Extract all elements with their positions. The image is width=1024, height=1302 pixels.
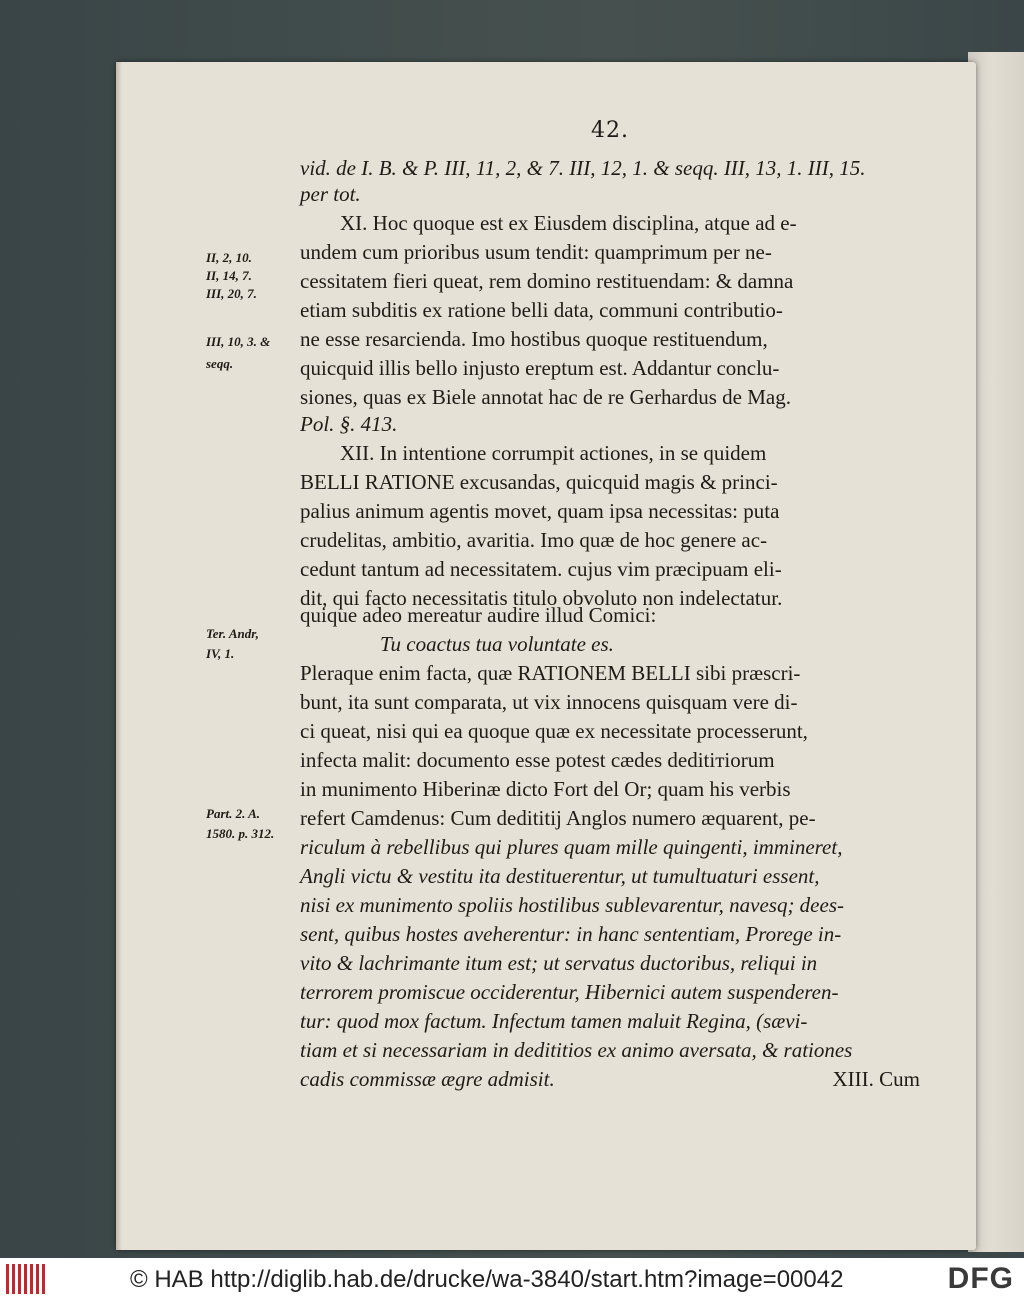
page-number-header: 42.	[591, 118, 629, 143]
text-line: cadis commissæ ægre admisit.	[300, 1067, 555, 1091]
margin-note: Ter. Andr,	[206, 626, 259, 641]
text-line: quique adeo mereatur audire illud Comici:	[300, 603, 657, 627]
dfg-logo: DFG	[947, 1262, 1014, 1295]
text-line: quicquid illis bello injusto ereptum est. Addantur conclu-	[300, 356, 780, 380]
text-line: bunt, ita sunt comparata, ut vix innocens quisquam vere di-	[300, 690, 798, 714]
text-line: sent, quibus hostes aveherentur: in hanc sententiam, Prorege in-	[300, 922, 842, 946]
text-line: tiam et si necessariam in dedititios ex animo aversata, & rationes	[300, 1038, 853, 1062]
text-line: dit, qui facto necessitatis titulo obvoluto non indelectatur.	[300, 586, 783, 610]
text-line: BELLI RATIONE excusandas, quicquid magis & princi-	[300, 470, 778, 494]
text-line: cedunt tantum ad necessitatem. cujus vim præcipuam eli-	[300, 557, 782, 581]
margin-note: II, 14, 7.	[206, 268, 252, 283]
text-line: in munimento Hiberinæ dicto Fort del Or; quam his verbis	[300, 777, 791, 801]
library-logo-icon	[6, 1264, 48, 1294]
margin-note: II, 2, 10.	[206, 250, 252, 265]
text-line: XI. Hoc quoque est ex Eiusdem disciplina, atque ad e-	[340, 211, 797, 235]
text-line: palius animum agentis movet, quam ipsa necessitas: puta	[300, 499, 780, 523]
text-line: refert Camdenus: Cum dedititij Anglos numero æquarent, pe-	[300, 806, 816, 830]
text-line: etiam subditis ex ratione belli data, communi contributio-	[300, 298, 783, 322]
text-line: nisi ex munimento spoliis hostilibus sublevarentur, navesq; dees-	[300, 893, 844, 917]
margin-note: 1580. p. 312.	[206, 826, 275, 841]
margin-note: III, 10, 3. &	[206, 334, 271, 349]
text-line: crudelitas, ambitio, avaritia. Imo quæ de hoc genere ac-	[300, 528, 768, 552]
copyright-link[interactable]: © HAB http://diglib.hab.de/drucke/wa-3840/start.htm?image=00042	[130, 1266, 844, 1293]
margin-note: IV, 1.	[206, 646, 235, 661]
page-edge	[116, 62, 122, 1250]
margin-note: III, 20, 7.	[206, 286, 257, 301]
margin-note: Part. 2. A.	[206, 806, 261, 821]
text-line: siones, quas ex Biele annotat hac de re Gerhardus de Mag.	[300, 385, 791, 409]
margin-note: seqq.	[206, 356, 234, 371]
text-line: ci queat, nisi qui ea quoque quæ ex necessitate processerunt,	[300, 719, 808, 743]
text-line: Pol. §. 413.	[300, 412, 398, 436]
text-line: Angli victu & vestitu ita destituerentur, ut tumultuaturi essent,	[300, 864, 820, 888]
text-line: infecta malit: documento esse potest cædes deditiтiorum	[300, 748, 775, 772]
text-line: terrorem promiscue occiderentur, Hibernici autem suspenderen-	[300, 980, 839, 1004]
text-line: tur: quod mox factum. Infectum tamen maluit Regina, (sævi-	[300, 1009, 808, 1033]
footer-bar	[0, 1258, 1024, 1302]
quote-line: Tu coactus tua voluntate es.	[380, 632, 614, 656]
text-line: ne esse resarcienda. Imo hostibus quoque restituendum,	[300, 327, 768, 351]
text-line: riculum à rebellibus qui plures quam mille quingenti, immineret,	[300, 835, 843, 859]
text-line: vid. de I. B. & P. III, 11, 2, & 7. III, 12, 1. & seqq. III, 13, 1. III, 15.	[300, 156, 866, 180]
text-line: vito & lachrimante itum est; ut servatus ductoribus, reliqui in	[300, 951, 818, 975]
text-line: Pleraque enim facta, quæ RATIONEM BELLI sibi præscri-	[300, 661, 801, 685]
catchword: XIII. Cum	[832, 1067, 920, 1091]
text-line: per tot.	[300, 182, 361, 206]
text-line: cessitatem fieri queat, rem domino restituendam: & damna	[300, 269, 794, 293]
text-line: undem cum prioribus usum tendit: quamprimum per ne-	[300, 240, 772, 264]
text-line: XII. In intentione corrumpit actiones, in se quidem	[340, 441, 767, 465]
